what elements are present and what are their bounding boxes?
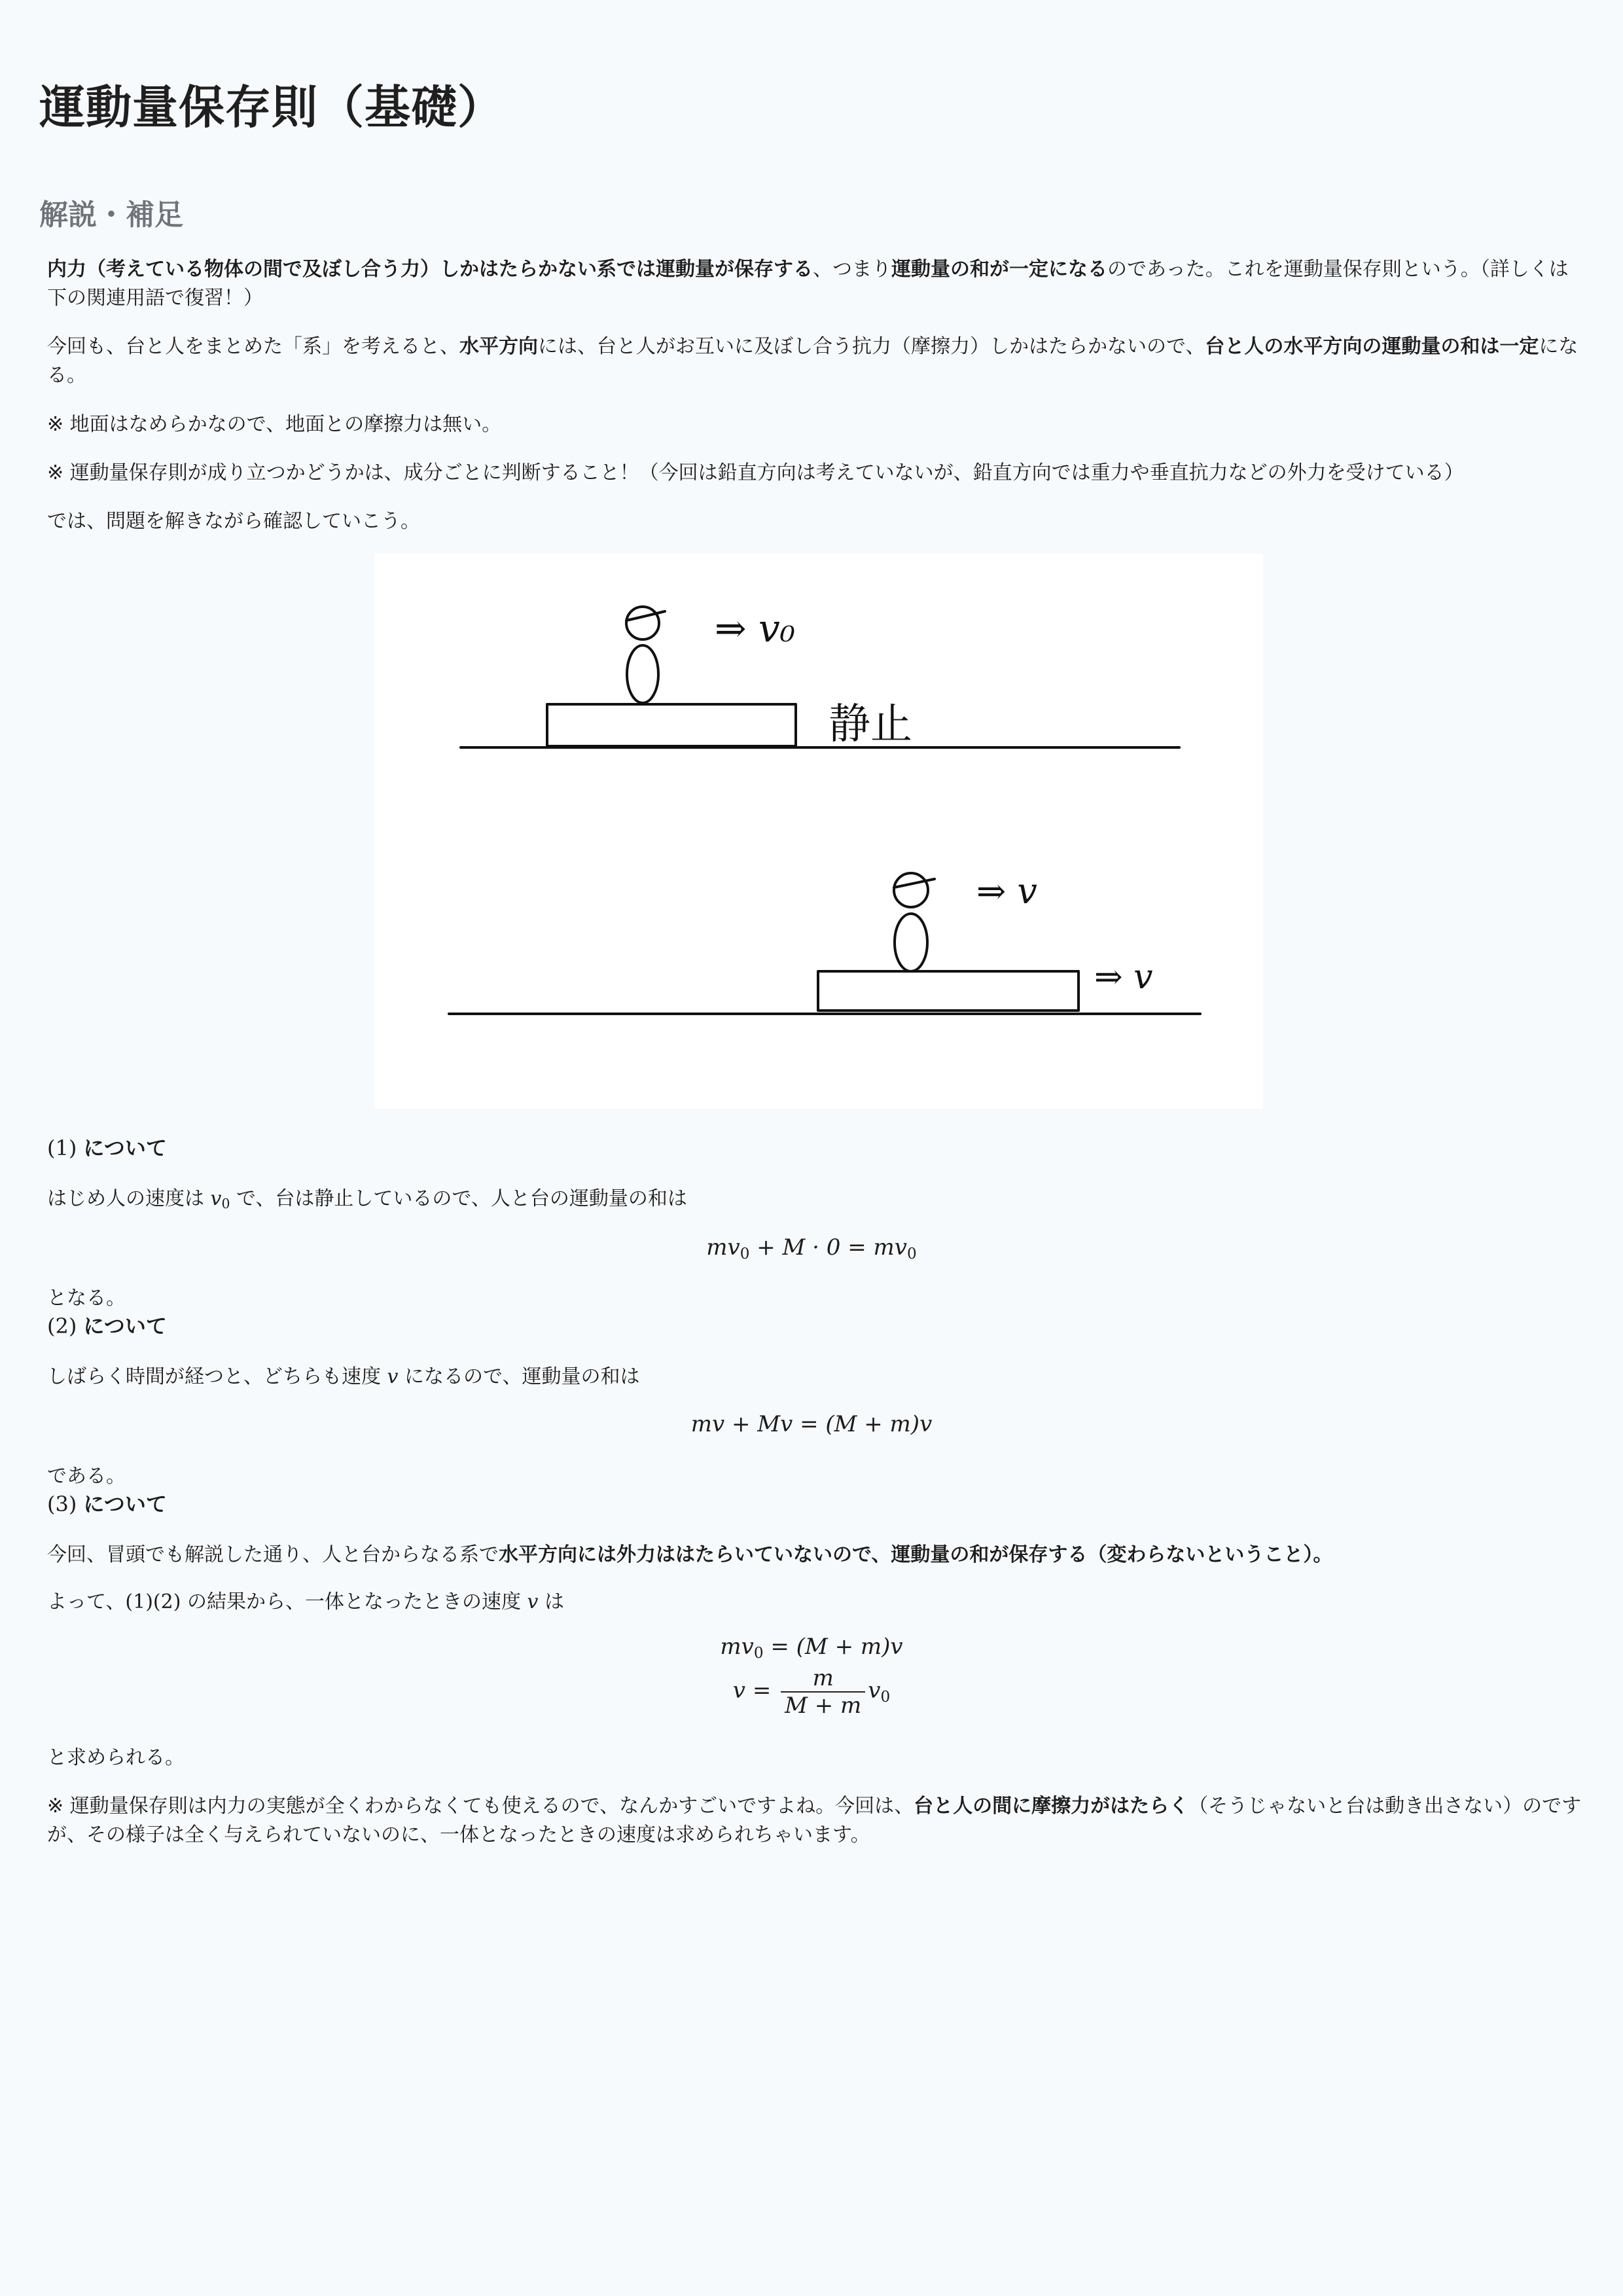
person-head-top: [626, 607, 659, 639]
equation-q3-line2: v = $\frac{m}{M + m}$ $v_0$: [732, 1665, 891, 1719]
page-title: 運動量保存則（基礎）: [39, 81, 504, 134]
after-q3: と求められる。: [47, 1746, 185, 1769]
after-q1: となる。: [47, 1287, 126, 1310]
after-q2: である。: [47, 1465, 126, 1488]
equation-q1: $mv_0 + M \cdot 0 = mv_0$: [706, 1234, 917, 1263]
paragraph-q3-result: よって、(1)(2) の結果から、一体となったときの速度 v は: [47, 1590, 564, 1613]
person-head-bottom: [894, 873, 928, 907]
label-v-board: ⇒ v: [1094, 958, 1153, 997]
heading-q3: (3) について: [47, 1492, 167, 1516]
person-board-diagram: [374, 554, 1263, 1109]
note-no-friction: ※ 地面はなめらかなので、地面との摩擦力は無い。: [47, 413, 502, 436]
paragraph-q2: しばらく時間が経つと、どちらも速度 v になるので、運動量の和は: [47, 1365, 640, 1388]
paragraph-q3: 今回、冒頭でも解説した通り、人と台からなる系で水平方向には外力ははたらいていないので、運動量の和が保存する（変わらないということ）。: [47, 1543, 1333, 1566]
label-static: 静止: [829, 700, 912, 749]
equation-q3-line1: $mv_0 = (M + m)v$: [720, 1634, 903, 1662]
heading-q2: (2) について: [47, 1314, 167, 1338]
section-subtitle: 解説・補足: [39, 198, 183, 232]
person-body-bottom: [895, 914, 927, 971]
person-body-top: [627, 645, 658, 703]
paragraph-q1: はじめ人の速度は $v_0$ で、台は静止しているので、人と台の運動量の和は: [47, 1187, 687, 1212]
fraction: $\frac{m}{M + m}$: [781, 1665, 865, 1719]
label-v-person: ⇒ v: [976, 870, 1037, 912]
label-v0: ⇒ v₀: [715, 606, 796, 651]
board-bottom: [818, 971, 1079, 1011]
equation-q2: mv + Mv = (M + m)v: [690, 1411, 933, 1437]
paragraph-intro: 内力（考えている物体の間で及ぼし合う力）しかはたらかない系では運動量が保存する、つまり運動量の和が一定になるのであった。これを運動量保存則という。（詳しくは下の関連用語で復習！）: [47, 258, 1569, 310]
diagram-figure: [374, 554, 1263, 1109]
note-internal-force: ※ 運動量保存則は内力の実態が全くわからなくても使えるので、なんかすごいですよね。今回は、台と人の間に摩擦力がはたらく（そうじゃないと台は動き出さない）のですが、その様子は全く与えられていないのに、一体となったときの速度は求められちゃいます。: [47, 1795, 1582, 1846]
paragraph-lead: では、問題を解きながら確認していこう。: [47, 510, 420, 533]
paragraph-system: 今回も、台と人をまとめた「系」を考えると、水平方向には、台と人がお互いに及ぼし合う抗力（摩擦力）しかはたらかないので、台と人の水平方向の運動量の和は一定になる。: [47, 335, 1578, 387]
heading-q1: (1) について: [47, 1136, 167, 1160]
note-components: ※ 運動量保存則が成り立つかどうかは、成分ごとに判断すること！（今回は鉛直方向は考えていないが、鉛直方向では重力や垂直抗力などの外力を受けている）: [47, 461, 1464, 484]
board-top: [547, 704, 796, 746]
